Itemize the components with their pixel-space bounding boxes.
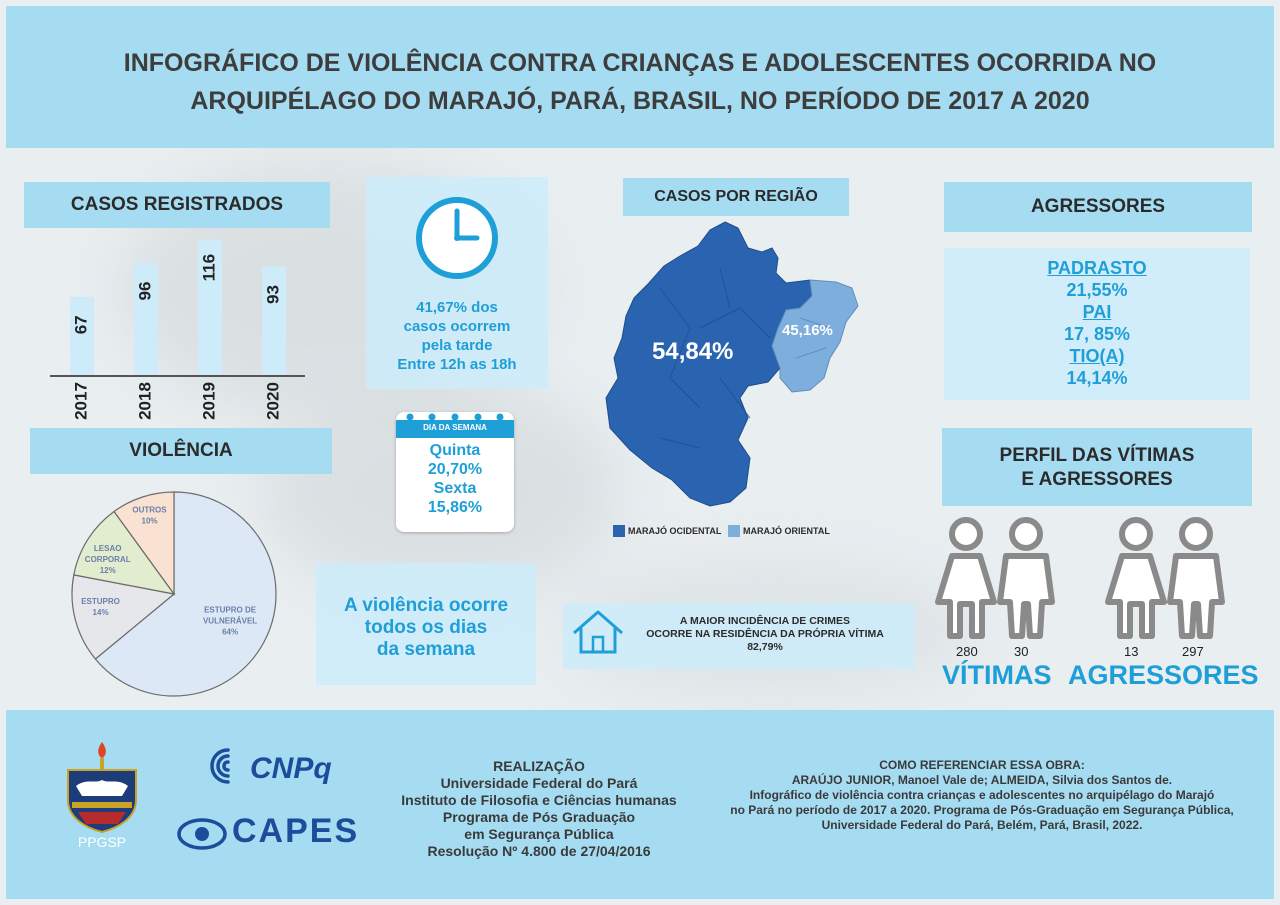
todos-dias-line-2: todos os dias <box>364 617 488 638</box>
dia-line-3: Sexta <box>433 480 477 497</box>
title-line-1: INFOGRÁFICO DE VIOLÊNCIA CONTRA CRIANÇAS E ADOLESCENTES OCORRIDA NO <box>123 49 1157 77</box>
agressores-male-count: 297 <box>1182 644 1204 659</box>
violencia-title: VIOLÊNCIA <box>30 428 332 474</box>
title-line-2: ARQUIPÉLAGO DO MARAJÓ, PARÁ, BRASIL, NO PERÍODO DE 2017 A 2020 <box>190 87 1090 115</box>
dia-semana-text <box>396 441 514 517</box>
dia-line-1: Quinta <box>429 442 481 459</box>
ocidental-percentage: 54,84% <box>652 338 734 365</box>
female-figure-icon <box>938 520 994 636</box>
capes-logo-text: CAPES <box>232 812 360 850</box>
residencia-text <box>620 615 910 654</box>
vitimas-female-count: 280 <box>956 644 978 659</box>
agressores-female-count: 13 <box>1124 644 1139 659</box>
page-title <box>40 44 1240 120</box>
legend-label-oriental: MARAJÓ ORIENTAL <box>743 526 830 536</box>
agressores-title: AGRESSORES <box>944 182 1252 232</box>
people-figures <box>930 516 1250 646</box>
realizacao-line-4: Programa de Pós Graduação <box>442 809 636 825</box>
bar-value-label: 67 <box>71 315 91 335</box>
perfil-title-line-2: E AGRESSORES <box>1021 469 1173 490</box>
pie-label: OUTROS <box>132 505 167 515</box>
referencia-line-1: COMO REFERENCIAR ESSA OBRA: <box>879 758 1085 772</box>
referencia-line-5: Universidade Federal do Pará, Belém, Pará, Brasil, 2022. <box>821 818 1143 832</box>
bar-value-label: 96 <box>135 281 155 301</box>
realizacao-line-2: Universidade Federal do Pará <box>440 775 638 791</box>
casos-bar-chart <box>50 225 310 425</box>
violencia-pie-chart <box>58 488 290 708</box>
pie-label: 10% <box>141 516 158 526</box>
pie-label: CORPORAL <box>84 555 131 565</box>
realizacao-line-5: em Segurança Pública <box>464 826 614 842</box>
bar-category-label: 2019 <box>199 382 219 420</box>
marajo-map <box>600 218 870 518</box>
perfil-title-line-1: PERFIL DAS VÍTIMAS <box>999 445 1195 466</box>
agressores-list <box>944 257 1250 389</box>
referencia-line-2: ARAÚJO JUNIOR, Manoel Vale de; ALMEIDA, Silvia dos Santos de. <box>791 773 1173 787</box>
ppgsp-label: PPGSP <box>77 834 127 850</box>
male-figure-icon <box>1170 520 1222 636</box>
pie-label: 14% <box>92 608 109 618</box>
capes-logo-icon <box>176 816 228 852</box>
horario-text <box>366 298 548 374</box>
referencia-line-3: Infográfico de violência contra crianças e adolescentes no arquipélago do Marajó <box>749 788 1215 802</box>
bar-category-label: 2018 <box>135 382 155 420</box>
pie-label: ESTUPRO DE <box>204 605 257 615</box>
ufpa-logo <box>62 740 142 834</box>
cnpq-logo-icon <box>208 746 248 786</box>
agressores-label: AGRESSORES <box>1068 660 1259 690</box>
dia-line-2: 20,70% <box>427 461 483 478</box>
house-icon <box>570 607 626 657</box>
dia-line-4: 15,86% <box>427 499 483 516</box>
agressor-value-padrasto: 21,55% <box>1066 280 1128 300</box>
vitimas-label: VÍTIMAS <box>942 660 1052 690</box>
agressor-value-tio: 14,14% <box>1066 368 1128 388</box>
agressor-label-padrasto: PADRASTO <box>1047 258 1147 278</box>
bar-2020 <box>262 267 286 376</box>
agressor-label-tio: TIO(A) <box>1069 346 1125 366</box>
referencia-line-4: no Pará no período de 2017 a 2020. Programa de Pós-Graduação em Segurança Pública, <box>730 803 1234 817</box>
pie-label: VULNERÁVEL <box>202 616 258 626</box>
male-figure-icon <box>1000 520 1052 636</box>
regiao-title: CASOS POR REGIÃO <box>623 178 849 216</box>
pie-label: LESAO <box>93 544 122 554</box>
horario-line-3: pela tarde <box>421 337 493 354</box>
oriental-percentage: 45,16% <box>782 322 833 339</box>
realizacao-line-6: Resolução Nº 4.800 de 27/04/2016 <box>427 843 651 859</box>
legend-swatch-ocidental <box>613 525 625 537</box>
casos-registrados-title: CASOS REGISTRADOS <box>24 182 330 228</box>
bar-2018 <box>134 263 158 375</box>
bar-value-label: 116 <box>199 253 219 282</box>
perfil-title <box>942 428 1252 506</box>
residencia-line-1: A MAIOR INCIDÊNCIA DE CRIMES <box>679 615 851 627</box>
agressor-label-pai: PAI <box>1082 302 1112 322</box>
bar-value-label: 93 <box>263 285 283 304</box>
bar-category-label: 2017 <box>71 382 91 420</box>
todos-dias-text <box>316 595 536 661</box>
vitimas-male-count: 30 <box>1014 644 1029 659</box>
residencia-line-3: 82,79% <box>747 641 783 653</box>
referencia-block <box>694 758 1270 833</box>
horario-line-4: Entre 12h as 18h <box>397 356 517 373</box>
legend-label-ocidental: MARAJÓ OCIDENTAL <box>628 526 722 536</box>
realizacao-block <box>384 758 694 860</box>
bar-2017 <box>70 297 94 375</box>
horario-line-2: casos ocorrem <box>403 318 511 335</box>
pie-label: 64% <box>222 627 239 637</box>
female-figure-icon <box>1108 520 1164 636</box>
pie-label: ESTUPRO <box>81 597 120 607</box>
realizacao-line-1: REALIZAÇÃO <box>493 758 585 774</box>
todos-dias-line-3: da semana <box>376 639 476 660</box>
residencia-line-2: OCORRE NA RESIDÊNCIA DA PRÓPRIA VÍTIMA <box>646 628 884 640</box>
bar-category-label: 2020 <box>263 382 283 420</box>
calendar-rings-icon <box>400 410 510 424</box>
clock-icon <box>414 195 500 281</box>
cnpq-logo-text: CNPq <box>250 752 332 785</box>
pie-label: 12% <box>99 566 116 576</box>
todos-dias-line-1: A violência ocorre <box>343 595 509 616</box>
agressor-value-pai: 17, 85% <box>1063 324 1131 344</box>
calendar-header-label: DIA DA SEMANA <box>423 423 487 432</box>
horario-line-1: 41,67% dos <box>416 299 498 316</box>
legend-swatch-oriental <box>728 525 740 537</box>
realizacao-line-3: Instituto de Filosofia e Ciências humanas <box>401 792 677 808</box>
